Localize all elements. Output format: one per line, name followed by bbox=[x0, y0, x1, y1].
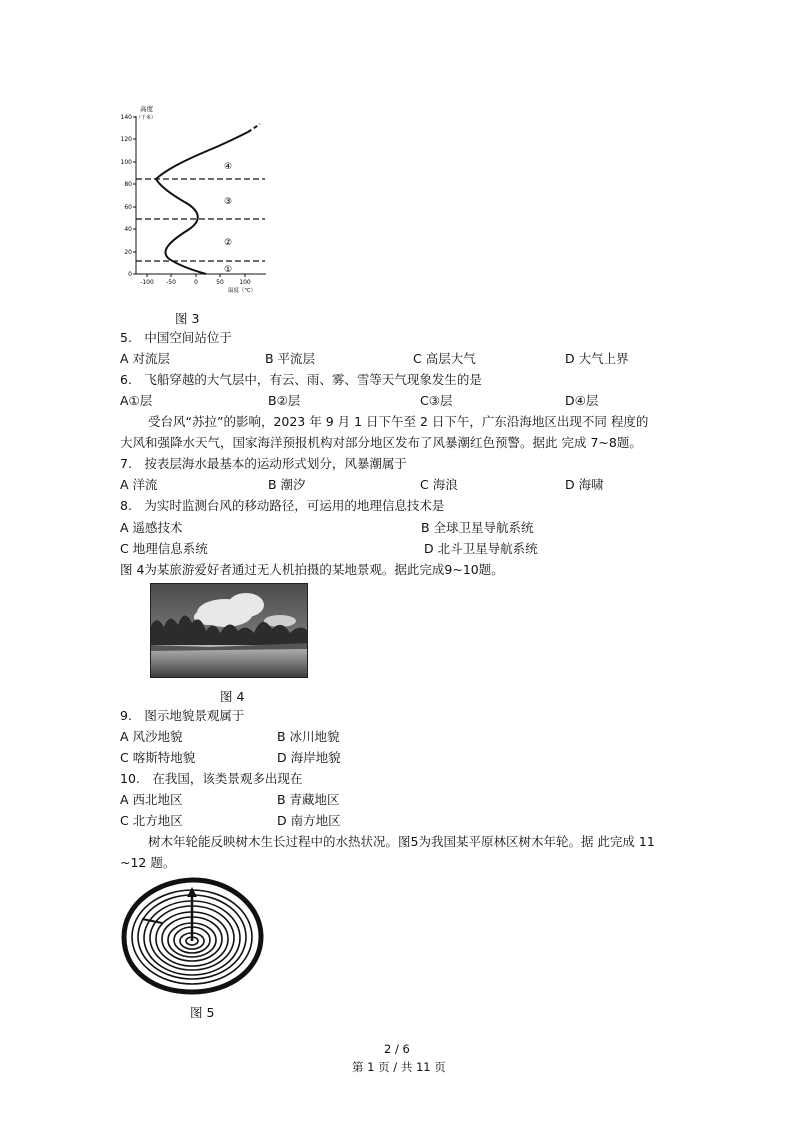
typhoon-passage-line1: 受台风“苏拉”的影响，2023 年 9 月 1 日下午至 2 日下午，广东沿海地区出现不同 程度的 bbox=[148, 414, 649, 429]
figure5-tree-rings bbox=[120, 877, 265, 995]
x-ticks bbox=[140, 274, 251, 286]
typhoon-passage-line2: 大风和强降水天气，国家海洋预报机构对部分地区发布了风暴潮红色预警。据此 完成 7~8题。 bbox=[120, 435, 642, 450]
y-tick-label: 20 bbox=[124, 249, 132, 256]
q6-stem: 6. 飞船穿越的大气层中，有云、雨、雾、雪等天气现象发生的是 bbox=[120, 372, 482, 387]
y-tick-label: 60 bbox=[124, 204, 132, 211]
y-tick-label: 120 bbox=[120, 136, 132, 143]
q10-option-d[interactable]: D 南方地区 bbox=[277, 813, 341, 828]
layer-label-4: ④ bbox=[223, 162, 233, 172]
tree-passage-line1: 树木年轮能反映树木生长过程中的水热状况。图5为我国某平原林区树木年轮。据 此完成 11 bbox=[148, 834, 655, 849]
q10-stem: 10. 在我国，该类景观多出现在 bbox=[120, 771, 303, 786]
q9-stem: 9. 图示地貌景观属于 bbox=[120, 708, 245, 723]
temperature-curve bbox=[156, 132, 248, 274]
q9-option-a[interactable]: A 风沙地貌 bbox=[120, 729, 183, 744]
layer-label-2: ② bbox=[223, 238, 233, 248]
q5-option-b[interactable]: B 平流层 bbox=[265, 351, 316, 366]
layer-label-1: ① bbox=[223, 265, 233, 275]
q7-option-b[interactable]: B 潮汐 bbox=[268, 477, 306, 492]
figure4-caption: 图 4 bbox=[220, 689, 245, 704]
layer-label-3: ③ bbox=[223, 197, 233, 207]
page-count: 第 1 页 / 共 11 页 bbox=[352, 1060, 446, 1074]
y-ticks bbox=[121, 114, 136, 278]
x-tick-label: 0 bbox=[194, 279, 198, 286]
y-tick-label: 40 bbox=[124, 226, 132, 233]
q7-option-a[interactable]: A 洋流 bbox=[120, 477, 158, 492]
y-tick-label: 100 bbox=[120, 159, 132, 166]
y-axis-title: 高度 bbox=[140, 105, 153, 113]
q8-option-c[interactable]: C 地理信息系统 bbox=[120, 541, 208, 556]
figure4-photo bbox=[150, 583, 308, 678]
q10-option-c[interactable]: C 北方地区 bbox=[120, 813, 183, 828]
q7-option-c[interactable]: C 海浪 bbox=[420, 477, 458, 492]
x-axis-title: 温度（℃） bbox=[228, 288, 257, 294]
y-tick-label: 0 bbox=[128, 271, 132, 278]
q5-stem: 5. 中国空间站位于 bbox=[120, 330, 232, 345]
q8-option-d[interactable]: D 北斗卫星导航系统 bbox=[424, 541, 538, 556]
y-tick-label: 80 bbox=[124, 181, 132, 188]
q9-option-d[interactable]: D 海岸地貌 bbox=[277, 750, 341, 765]
q9-option-c[interactable]: C 喀斯特地貌 bbox=[120, 750, 196, 765]
q10-option-a[interactable]: A 西北地区 bbox=[120, 792, 183, 807]
x-tick-label: -100 bbox=[140, 279, 154, 286]
q5-option-c[interactable]: C 高层大气 bbox=[413, 351, 476, 366]
q6-option-a[interactable]: A①层 bbox=[120, 393, 153, 408]
x-tick-label: 100 bbox=[239, 279, 251, 286]
y-axis-unit: （千米） bbox=[136, 115, 157, 121]
landscape-passage: 图 4为某旅游爱好者通过无人机拍摄的某地景观。据此完成9~10题。 bbox=[120, 562, 504, 577]
y-tick-label: 140 bbox=[120, 114, 132, 121]
q9-option-b[interactable]: B 冰川地貌 bbox=[277, 729, 340, 744]
q7-stem: 7. 按表层海水最基本的运动形式划分，风暴潮属于 bbox=[120, 456, 407, 471]
q10-option-b[interactable]: B 青藏地区 bbox=[277, 792, 340, 807]
x-tick-label: 50 bbox=[216, 279, 224, 286]
q8-option-a[interactable]: A 遥感技术 bbox=[120, 520, 183, 535]
q6-option-d[interactable]: D④层 bbox=[565, 393, 599, 408]
figure3-chart bbox=[110, 100, 270, 300]
temperature-curve-extension bbox=[248, 124, 260, 132]
tree-passage-line2: ~12 题。 bbox=[120, 855, 176, 870]
figure5-caption: 图 5 bbox=[190, 1005, 215, 1020]
q5-option-a[interactable]: A 对流层 bbox=[120, 351, 171, 366]
q6-option-b[interactable]: B②层 bbox=[268, 393, 301, 408]
x-tick-label: -50 bbox=[166, 279, 176, 286]
q7-option-d[interactable]: D 海啸 bbox=[565, 477, 604, 492]
q8-stem: 8. 为实时监测台风的移动路径，可运用的地理信息技术是 bbox=[120, 498, 445, 513]
q6-option-c[interactable]: C③层 bbox=[420, 393, 453, 408]
page-fraction: 2 / 6 bbox=[384, 1042, 410, 1056]
figure3-caption: 图 3 bbox=[175, 311, 200, 326]
q8-option-b[interactable]: B 全球卫星导航系统 bbox=[421, 520, 534, 535]
q5-option-d[interactable]: D 大气上界 bbox=[565, 351, 629, 366]
